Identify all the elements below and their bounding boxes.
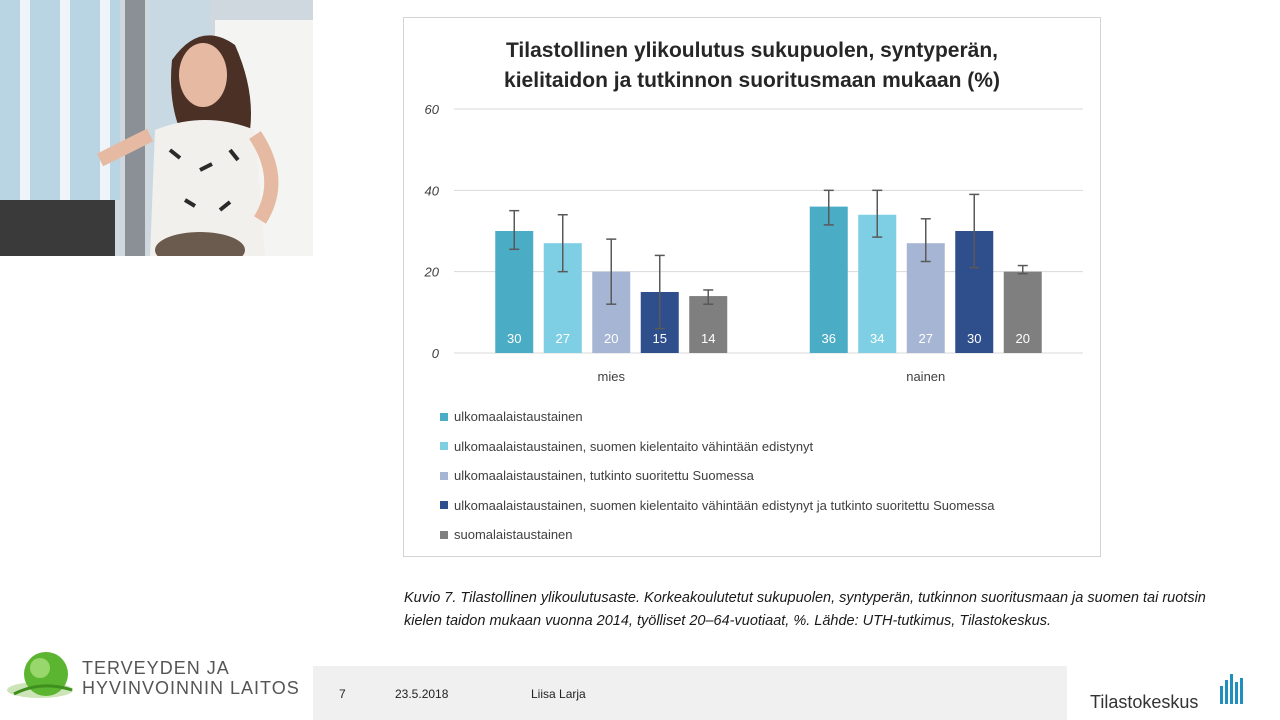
legend-item — [440, 432, 995, 462]
data-label: 34 — [870, 331, 885, 346]
tilastokeskus-logo — [1090, 672, 1250, 716]
footer-bar — [313, 666, 1067, 720]
legend-swatch — [440, 472, 448, 480]
legend-item — [440, 461, 995, 491]
data-label: 14 — [701, 331, 716, 346]
footer-author: Liisa Larja — [531, 687, 586, 701]
chart-title-line-2: kielitaidon ja tutkinnon suoritusmaan mukaan (%) — [504, 69, 1000, 92]
data-label: 20 — [604, 331, 619, 346]
data-label: 20 — [1015, 331, 1030, 346]
legend-swatch — [440, 531, 448, 539]
data-label: 36 — [821, 331, 836, 346]
y-tick-label: 0 — [431, 346, 439, 361]
data-label: 30 — [967, 331, 982, 346]
thl-globe-icon — [6, 650, 76, 705]
legend-item — [440, 520, 995, 550]
category-label: nainen — [906, 369, 946, 384]
y-tick-label: 40 — [424, 183, 439, 199]
thl-logo-text — [82, 658, 300, 698]
legend-swatch — [440, 442, 448, 450]
tilastokeskus-logo-text: Tilastokeskus — [1090, 692, 1199, 712]
chart-legend — [440, 402, 995, 550]
legend-swatch — [440, 501, 448, 509]
data-label: 27 — [555, 331, 570, 346]
thl-logo-line-1: TERVEYDEN JA — [82, 658, 230, 678]
footer-date: 23.5.2018 — [395, 687, 449, 701]
data-label: 27 — [918, 331, 933, 346]
legend-label: ulkomaalaistaustainen — [454, 409, 583, 425]
chart-frame — [403, 17, 1101, 557]
bar-chart — [404, 18, 1102, 398]
tilastokeskus-bars-icon — [1220, 672, 1246, 712]
legend-swatch — [440, 413, 448, 421]
speaker-video — [0, 0, 313, 256]
legend-label: ulkomaalaistaustainen, suomen kielentaito vähintään edistynyt ja tutkinto suoritettu Suomessa — [454, 497, 995, 513]
data-label: 30 — [507, 331, 522, 346]
figure-caption: Kuvio 7. Tilastollinen ylikoulutusaste. Korkeakoulutetut sukupuolen, syntyperän, tutkinnon suoritusmaan ja suomen tai ruotsin kielen taidon mukaan vuonna 2014, työlliset 20–64-vuotiaat, %. Lähde: UTH-tutkimus, Tilastokeskus. — [404, 590, 1206, 629]
page-number: 7 — [339, 687, 346, 701]
thl-logo-line-2: HYVINVOINNIN LAITOS — [82, 678, 300, 698]
data-label: 15 — [652, 331, 667, 346]
speaker-video-frame — [0, 0, 313, 256]
legend-label: suomalaistaustainen — [454, 527, 573, 543]
chart-title-line-1: Tilastollinen ylikoulutus sukupuolen, syntyperän, — [505, 39, 999, 62]
thl-logo — [6, 650, 306, 705]
legend-item — [440, 491, 995, 521]
y-tick-label: 20 — [424, 264, 439, 280]
category-label: mies — [597, 369, 625, 384]
legend-label: ulkomaalaistaustainen, tutkinto suoritettu Suomessa — [454, 468, 754, 484]
legend-label: ulkomaalaistaustainen, suomen kielentaito vähintään edistynyt — [454, 438, 814, 454]
legend-item — [440, 402, 995, 432]
y-tick-label: 60 — [424, 102, 439, 117]
